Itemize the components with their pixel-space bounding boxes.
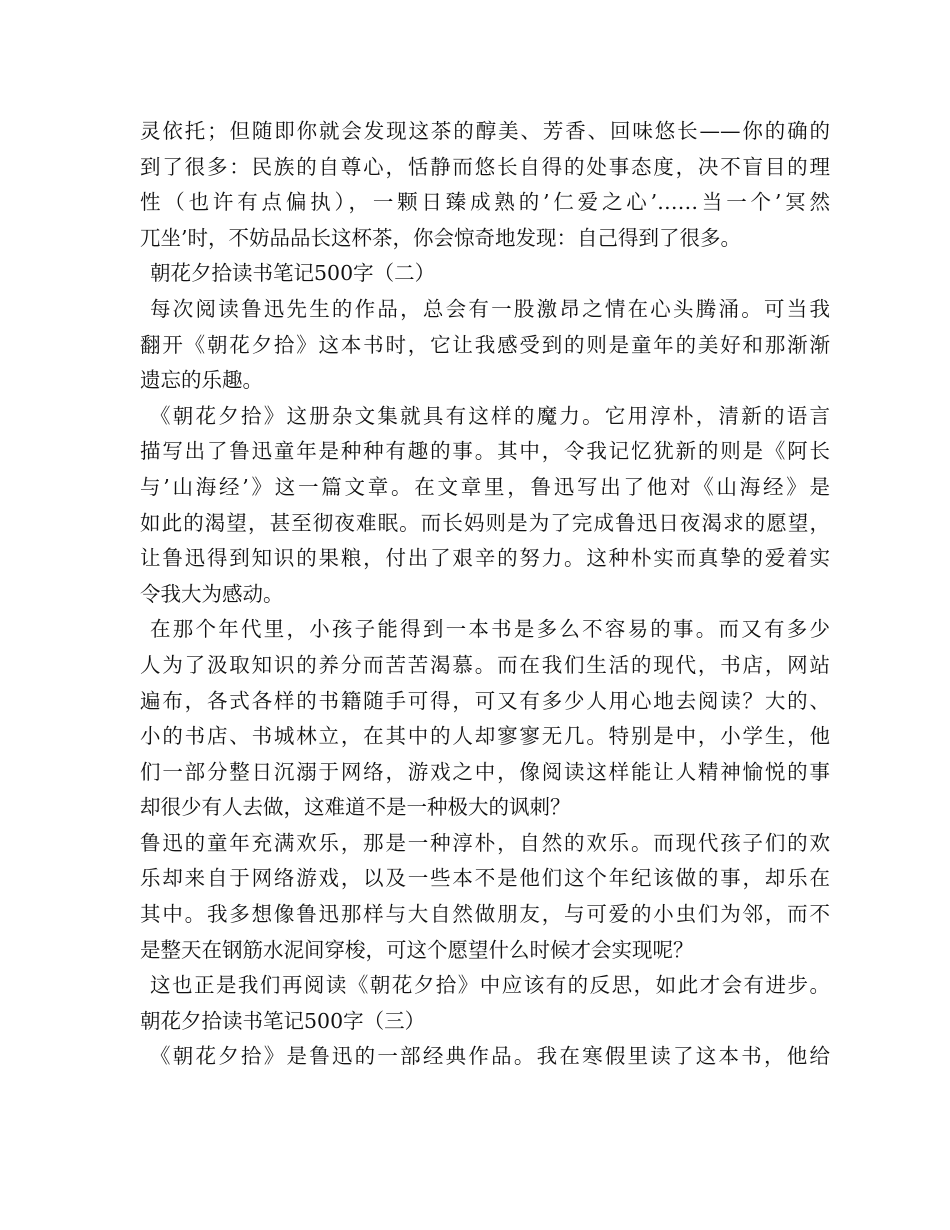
text-line: 是整天在钢筋水泥间穿梭，可这个愿望什么时候才会实现呢？ [140,937,694,962]
text-line: 小的书店、书城林立，在其中的人却寥寥无几。特别是中，小学生，他 [140,724,830,749]
text-line: 却很少有人去做，这难道不是一种极大的讽刺？ [140,795,571,820]
document-body [140,114,830,1075]
text-line: 乐却来自于网络游戏，以及一些本不是他们这个年纪该做的事，却乐在 [140,866,830,891]
text-line: 朝花夕拾读书笔记500字（二） [150,261,436,286]
text-line: 每次阅读鲁迅先生的作品，总会有一股激昂之情在心头腾涌。可当我 [150,296,830,321]
text-line: 这也正是我们再阅读《朝花夕拾》中应该有的反思，如此才会有进步。 [150,973,830,998]
text-line: 如此的渴望，甚至彻夜难眠。而长妈则是为了完成鲁迅日夜渴求的愿望， [140,510,830,535]
text-line: 们一部分整日沉溺于网络，游戏之中，像阅读这样能让人精神愉悦的事 [140,759,830,784]
text-line: 灵依托；但随即你就会发现这茶的醇美、芳香、回味悠长——你的确的 [140,119,830,143]
text-line: 鲁迅的童年充满欢乐，那是一种淳朴，自然的欢乐。而现代孩子们的欢 [140,830,830,855]
text-line: 与’山海经’》这一篇文章。在文章里，鲁迅写出了他对《山海经》是 [140,474,830,499]
text-line: 其中。我多想像鲁迅那样与大自然做朋友，与可爱的小虫们为邻，而不 [140,902,830,927]
text-line: 遗忘的乐趣。 [140,368,263,393]
text-line: 人为了汲取知识的养分而苦苦渴慕。而在我们生活的现代，书店，网站 [140,652,830,677]
text-line: 兀坐’时，不妨品品长这杯茶，你会惊奇地发现：自己得到了很多。 [140,225,742,250]
text-line: 让鲁迅得到知识的果粮，付出了艰辛的努力。这种朴实而真挚的爱着实 [140,546,830,571]
text-line: 到了很多：民族的自尊心，恬静而悠长自得的处事态度，决不盲目的理 [140,154,830,179]
text-line: 令我大为感动。 [140,581,284,606]
text-line: 翻开《朝花夕拾》这本书时，它让我感受到的则是童年的美好和那渐渐 [140,332,830,357]
text-line: 在那个年代里，小孩子能得到一本书是多么不容易的事。而又有多少 [150,617,830,642]
text-line: 朝花夕拾读书笔记500字（三） [140,1008,426,1033]
text-line: 性（也许有点偏执），一颗日臻成熟的’仁爱之心’……当一个’冥然 [140,190,830,215]
text-line: 描写出了鲁迅童年是种种有趣的事。其中，令我记忆犹新的则是《阿长 [140,439,830,464]
text-line: 《朝花夕拾》是鲁迅的一部经典作品。我在寒假里读了这本书，他给 [150,1044,830,1069]
text-line: 《朝花夕拾》这册杂文集就具有这样的魔力。它用淳朴，清新的语言 [150,403,830,428]
text-line: 遍布，各式各样的书籍随手可得，可又有多少人用心地去阅读？大的、 [140,688,830,713]
